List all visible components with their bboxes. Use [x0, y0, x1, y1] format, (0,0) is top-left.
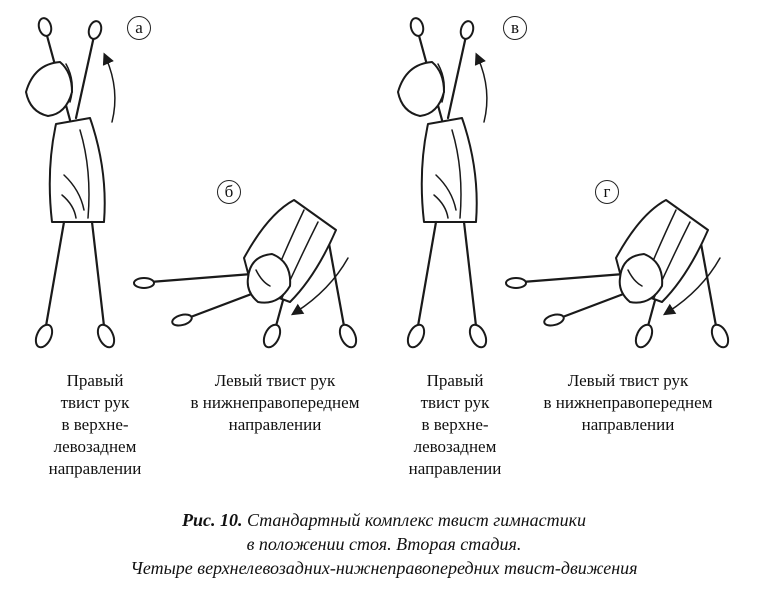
panel-label-c: в: [503, 16, 527, 40]
figure-c-standing: [398, 17, 489, 350]
figure-number: Рис. 10.: [181, 510, 243, 530]
caption-d: [518, 370, 738, 436]
caption-c-line: в верхне-: [421, 415, 489, 434]
figure-title-line-1: [0, 508, 768, 532]
caption-d-line: направлении: [581, 415, 675, 434]
caption-a: [30, 370, 160, 480]
caption-b-line: в нижнеправопереднем: [190, 393, 360, 412]
caption-c: [390, 370, 520, 480]
caption-a-line: левозаднем: [53, 437, 137, 456]
caption-d-line: Левый твист рук: [567, 371, 689, 390]
caption-a-line: в верхне-: [61, 415, 129, 434]
caption-c-line: Правый: [426, 371, 484, 390]
caption-a-line: направлении: [48, 459, 142, 478]
figure-d-bending: [506, 200, 731, 350]
figure-a-standing: [26, 17, 117, 350]
figure-b-bending: [134, 200, 359, 350]
caption-a-line: твист рук: [60, 393, 130, 412]
caption-a-line: Правый: [66, 371, 124, 390]
panel-label-d: г: [595, 180, 619, 204]
panel-label-b: б: [217, 180, 241, 204]
caption-c-line: левозаднем: [413, 437, 497, 456]
figure-title-line-3: Четыре верхнелевозадних-нижнеправопередних твист-движения: [130, 558, 638, 578]
figure-title-line-2: в положении стоя. Вторая стадия.: [246, 534, 522, 554]
caption-b: [165, 370, 385, 436]
panel-label-a: а: [127, 16, 151, 40]
caption-c-line: твист рук: [420, 393, 490, 412]
caption-d-line: в нижнеправопереднем: [543, 393, 713, 412]
figure-title-text-1: Стандартный комплекс твист гимнастики: [246, 510, 587, 530]
caption-b-line: Левый твист рук: [214, 371, 336, 390]
caption-b-line: направлении: [228, 415, 322, 434]
caption-c-line: направлении: [408, 459, 502, 478]
